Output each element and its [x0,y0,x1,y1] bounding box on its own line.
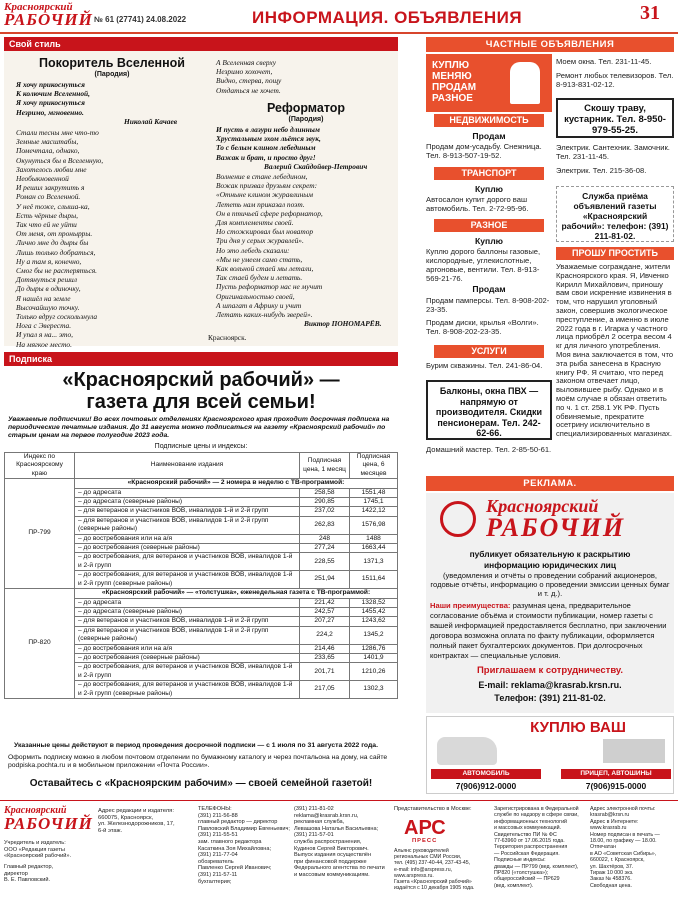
table-row: – для ветеранов и участников ВОВ, инвалидов 1-й и 2-й групп 237,02 1422,12 [5,507,398,516]
ars-press-logo: АРС [404,817,446,839]
reklama-block: Красноярский РАБОЧИЙ публикует обязательную к раскрытию информацию юридических лиц (уведомления и отчёты о проведении собраний акционеров, годовые отчёты, информацию о проведении эмиссии ценных бумаг и т. д.). Наши преимущества: разумная цена, предварительное согласование объёма и стоимости публикации, номер газеты с вашей информацией предоставляется бесплатно, при заключении договора возможна оплата по факту публикации, оформляется полный пакет бухгалтерских документов. При долгосрочных контрактах — специальные условия. Приглашаем к сотрудничеству. E-mail: reklama@krasrab.krsn.ru. Телефон: (391) 211-81-02. [426,493,674,713]
category-misc: РАЗНОЕ [434,219,544,232]
table-row: – до адресата (северные районы) 242,57 1455,42 [5,607,398,616]
table-row: – до адресата (северные районы) 290,85 1745,1 [5,498,398,507]
poetry-block [4,51,398,349]
ad-misc-2: Продам памперсы. Тел. 8-908-202-23-35. [426,296,550,314]
index-pr820: ПР-820 [5,589,75,699]
footer-editor: Главный редактор, директор В. Е. Павловский. [4,864,54,884]
footer-phones-1: ТЕЛЕФОНЫ: (391) 211-56-88 главный редактор — директор Павловский Владимир Евгеньевич; (391) 211-55-51 зам. главного редактора Касаткина Зоя Михайловна; (391) 211-77-04 обозреватель Павленко Сергей Иванович; (391) 211-57-11 бухгалтерия; [198,806,290,885]
ad-right-1: Моем окна. Тел. 231-11-45. [556,57,652,66]
issue-number: № 61 (27741) 24.08.2022 [94,15,187,24]
col-name: Наименование издания [75,453,300,479]
misc-subhead-sell: Продам [472,284,506,294]
category-apology: ПРОШУ ПРОСТИТЬ [556,247,674,260]
ad-misc-3: Продам диски, крылья «Волги». Тел. 8-908-202-23-35. [426,318,539,336]
table-row: – до востребования, для ветеранов и участников ВОВ, инвалидов 1-й и 2-й групп 201,71 1210,26 [5,663,398,681]
poem2-subtitle: (Пародия) [288,116,324,123]
ars-press-sub: ПРЕСС [412,838,438,844]
poem1-text: Стали тесны мне что-то Земные масштабы, Помечтала, однако, Окунуться бы в Вселенную, Захотелось любви мне Необыкновенной И решил закрутить я Роман со Вселенной. У неё тоже, слыша-ка, Есть чёрные дыры, Так что ей не уйти От меня, от пронырры. Лично мне до дыры бы Лишь только добраться, Ну а там я, конечно, Смог бы не растеряться. Дотянуться решил До дыры в одиночку, Я нашёл на земле Высочайшую точку. Только вдруг соскользнула Нога с Эвереста. И упал я на... это, На мягкое место. [16,128,104,349]
footer-moscow-text: Альянс руководителей региональных СМИ России, тел. (495) 237-40-44, 237-43-45, e-mail: info@arspress.ru, www.arspress.ru. Газета «Красноярский рабочий» издаётся с 10 декабря 1905 года. [394,848,475,892]
category-realty: НЕДВИЖИМОСТЬ [434,114,544,127]
table-row: – до востребования или на а/я 214,46 1286,76 [5,644,398,653]
car-icon [437,737,497,765]
col-1-month: Подписная цена, 1 месяц [300,453,350,479]
subscription-how: Оформить подписку можно в любом почтовом отделении по бумажному каталогу и через почтальона на дому, на сайте podpiska.pochta.ru и в мобильном приложении «Почта России». [8,754,388,769]
ad-service-box: Служба приёма объявлений газеты «Красноярский рабочий»: телефон: (391) 211-81-02. [556,186,674,242]
reklama-logo-line1: Красноярский [486,496,599,516]
car-buy-ad: КУПЛЮ ВАШ АВТОМОБИЛЬ ПРИЦЕП, АВТОШИНЫ 7(906)912-0000 7(906)915-0000 [426,716,674,794]
page-rubric: ИНФОРМАЦИЯ. ОБЪЯВЛЕНИЯ [252,8,523,27]
col-index: Индекс по Красноярскому краю [5,453,75,479]
order-emblem-icon [440,501,476,537]
table-caption: Подписные цены и индексы: [154,443,248,450]
poetry-city: Красноярск. [208,333,247,342]
ad-service-1: Бурим скважины. Тел. 241-86-04. [426,361,543,370]
table-row: – для ветеранов и участников ВОВ, инвалидов 1-й и 2-й групп (северные районы) 262,83 1576,98 [5,516,398,534]
reklama-advantages: Наши преимущества: разумная цена, предварительное согласование объёма и стоимости публикации, номер газеты с вашей информацией предоставляется бесплатно, при заключении договора возможна оплата по факту публикации, оформляется полный пакет бухгалтерских документов. При долгосрочных контрактах — специальные условия. [430,601,667,660]
poem2-signature: Виктор ПОНОМАРЁВ. [304,319,382,328]
misc-subhead: Куплю [474,236,503,246]
price-note: Указанные цены действуют в период проведения досрочной подписки — с 1 июля по 31 августа 2022 года. [14,742,378,749]
table-row: – до востребования или на а/я 248 1488 [5,534,398,543]
footer-founder: Учредитель и издатель: ООО «Редакция газеты «Красноярский рабочий». [4,840,72,860]
page-header [0,0,678,34]
table-row: – до востребования, для ветеранов и участников ВОВ, инвалидов 1-й и 2-й групп 228,55 1371,3 [5,553,398,571]
ads-header: ЧАСТНЫЕ ОБЪЯВЛЕНИЯ [426,37,674,52]
poem2-title: Реформатор [266,101,346,115]
footer-contacts: Адрес электронной почты: krasrab@krsn.ru Адрес в Интернете: www.krasrab.ru Номер подписан в печать — 18.00, по графику — 18.00. Отпечатан в АО «Советская Сибирь», 660022, г. Красноярск, ул. Шахтёров, 37. Тираж 10 000 экз. Заказ № 458376. Свободная цена. [590,806,660,889]
poem1-title: Покоритель Вселенной [39,56,185,70]
footer-logo: Красноярский РАБОЧИЙ [4,805,93,833]
ad-transport-1: Автосалон купит дорого ваш автомобиль. Тел. 2-72-95-96. [426,195,529,213]
table-row: – для ветеранов и участников ВОВ, инвалидов 1-й и 2-й групп 207,27 1243,62 [5,617,398,626]
footer-address: Адрес редакции и издателя: 660075, Красноярск, ул. Железнодорожников, 17, 6-й этаж. [98,808,175,834]
table-row: – для ветеранов и участников ВОВ, инвалидов 1-й и 2-й групп (северные районы) 224,2 1345,2 [5,626,398,644]
col-6-months: Подписная цена, 6 месяцев [350,453,398,479]
category-services: УСЛУГИ [434,345,544,358]
table-row: – до адресата 258,58 1551,48 [5,488,398,497]
category-transport: ТРАНСПОРТ [434,167,544,180]
ad-box-windows: Балконы, окна ПВХ — напрямую от производителя. Скидки пенсионерам. Тел. 242-62-66. [426,380,552,440]
poem1-ending: А Вселенная сверху Незримо хохочет, Видно, стерва, пощу Отдаться не хочет. [216,58,282,95]
ad-apology: Уважаемые сограждане, жители Красноярского края. Я, Ивченко Кирилл Михайлович, приношу вам свои искренние извинения в том, что нарушил уголовный закон, совершив экологическое преступление, а именно в июле 2022 года в г. Игарка у частного лица приобрёл 2 осетра весом 4 кг для личного употребления. Моя вина заключается в том, что эта рыба занесена в Красную книгу РФ. Я считаю, что перед законом отвечает лицо, выловившее рыбу. Однако и в моём случае я обязан ответить по ч. 1 ст. 258.1 УК РФ. Пусть обвиняемые, прекратите осетрину исключительно в специализированных магазинах. [556,262,674,439]
ad-right-2: Ремонт любых телевизоров. Тел. 8-913-831-02-12. [556,71,674,89]
reklama-email: E-mail: reklama@krasrab.krsn.ru. [478,680,622,690]
poem1-epigraph: Я хочу прикоснуться К колючим Вселенной, Я хочу прикоснуться Незримо, мгновенно. [16,80,90,117]
subscription-slogan: Оставайтесь с «Красноярским рабочим» — своей семейной газетой! [29,778,373,789]
footer-moscow-label: Представительство в Москве: [394,806,472,812]
group-weekly: «Красноярский рабочий» — «толстушка», еженедельная газета с ТВ-программой: [75,589,398,598]
ad-box-grass: Скошу траву, кустарник. Тел. 8-950-979-55-25. [556,98,674,138]
ad-right-3: Электрик. Сантехник. Замочник. Тел. 231-11-45. [556,143,670,161]
group-twice-weekly: «Красноярский рабочий» — 2 номера в неделю с ТВ-программой: [75,479,398,488]
page-number: 31 [640,2,660,24]
reklama-invite: Приглашаем к сотрудничеству. [476,665,624,676]
poem2-epigraph: И пусть в лазури небо длинным Хрустальным эхом льётся звук, То с белым клином лебединым Важак и брат, и просто друг! [216,125,321,162]
mailbox-icon [510,62,540,104]
section-subscription: Подписка [4,352,398,366]
realty-subhead: Продам [472,131,506,141]
subscription-lead: Уважаемые подписчики! Во всех почтовых отделениях Красноярского края проходит досрочная подписка на периодические печатные издания. До 31 августа можно подписаться на газету «Красноярский рабочий» по старым ценам на первое полугодие 2023 года. [8,416,390,439]
footer-divider [0,800,678,801]
poem2-text: Волнение в стане лебедином, Вожак призвал друзьям секрет: «Отныне клином журавлиным Лететь нам приказал поэт. Он в птичьей сфере реформатор, Для комплементы своей. Но стожкировал был новатор Три дня у серых журавлей». Но это лебедь сказали: «Мы не умеем само стать, Как вольной стаей мы летали, Так стаей будем и летать. Пусть реформатор нас не мучит Оригинальностью своей, А шпагат в Африку и учит Летать каких-нибудь зверей». [216,172,323,320]
ad-realty-1: Продам дом-усадьбу. Снежница. Тел. 8-913-507-19-52. [426,142,542,160]
reklama-phone: Телефон: (391) 211-81-02. [494,693,606,703]
table-row: – до востребования (северные районы) 277,24 1663,44 [5,544,398,553]
table-row: – до востребования, для ветеранов и участников ВОВ, инвалидов 1-й и 2-й групп (северные районы) 251,94 1511,64 [5,571,398,589]
masthead-logo: Красноярский РАБОЧИЙ [4,1,93,29]
table-row: – до востребования (северные районы) 233,65 1401,9 [5,653,398,662]
footer-registration: Зарегистрирована в Федеральной службе по надзору в сфере связи, информационных технологий и массовых коммуникаций. Свидетельство ПИ № ФС 77-63960 от 17.06.2015 года. Территория распространения — Российская Федерация. Подписные индексы: дважды — ПР799 (вед. комплект), ПР820 («толстушка»); общероссийский — ПР629 (вед. комплект). [494,806,579,889]
ad-right-4: Электрик. Тел. 215-36-08. [556,166,647,175]
poem1-subtitle: (Пародия) [94,71,130,78]
table-row: – до адресата 221,42 1328,52 [5,598,398,607]
ads-promo: КУПЛЮ МЕНЯЮ ПРОДАМ РАЗНОЕ [426,54,552,112]
reklama-logo-line2: РАБОЧИЙ [486,513,626,542]
poem2-author: Валерий Скайдойвер-Петрович [264,162,368,171]
index-pr799: ПР-799 [5,479,75,589]
table-row: – до востребования, для ветеранов и участников ВОВ, инвалидов 1-й и 2-й групп (северные районы) 217,05 1302,3 [5,681,398,699]
subscription-headline: «Красноярский рабочий» — газета для всей семьи! [62,369,340,413]
trailer-icon [603,739,665,763]
reklama-header: РЕКЛАМА. [426,476,674,491]
transport-subhead: Куплю [474,184,503,194]
poem1-author: Николай Качаев [124,117,178,126]
section-poetry: Свой стиль [4,37,398,51]
footer-phones-2: (391) 211-81-02 reklama@krasrab.krsn.ru, рекламная служба, Левашова Наталья Васильевна; (391) 211-57-01 служба распространения, Кудинов Сергей Викторович. Выпуск издания осуществлён при финансовой поддержке Федерального агентства по печати и массовым коммуникациям. [294,806,385,878]
price-table [4,452,398,699]
ad-misc-1: Куплю дорого баллоны газовые, кислородные, углекислотные, аргоновые, вентили. Тел. 8-913-569-21-76. [426,247,541,283]
ad-service-2: Домашний мастер. Тел. 2-85-50-61. [426,445,552,454]
